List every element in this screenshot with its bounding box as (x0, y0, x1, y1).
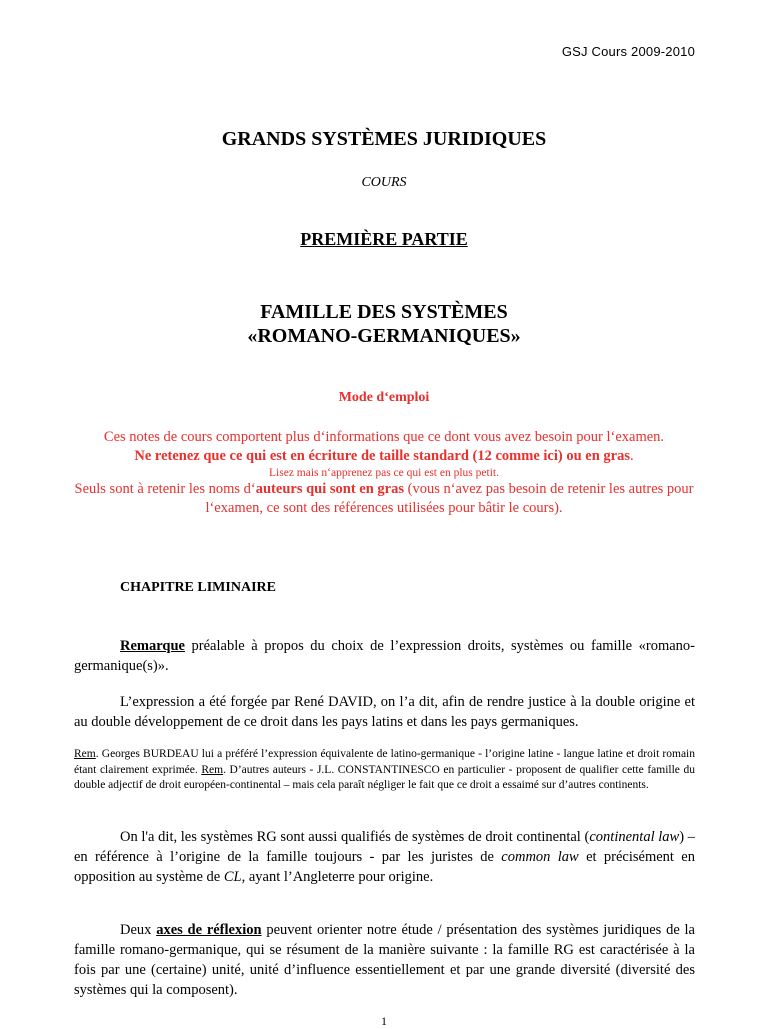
p4-part-a: On l'a dit, les systèmes RG sont aussi qualifiés de systèmes de droit continental ( (120, 829, 590, 845)
mode-emploi-heading: Mode d‘emploi (338, 390, 430, 405)
notes-line4-start: Seuls sont à retenir les noms d‘ (74, 481, 256, 497)
page-number: 1 (381, 1014, 387, 1028)
paragraph-rem-small (74, 747, 695, 794)
paragraph-expression: L’expression a été forgée par René DAVID, on l’a dit, afin de rendre justice à la double origine et au double développement de ce droit dans les pays latins et dans les pays germaniques. (74, 694, 695, 730)
main-title: GRANDS SYSTÈMES JURIDIQUES (221, 128, 547, 150)
remarque-word: Remarque (120, 638, 185, 654)
p4-italic-1: continental law (589, 829, 680, 845)
p4-part-d: , ayant l’Angleterre pour origine. (241, 869, 434, 885)
course-header: GSJ Cours 2009-2010 (561, 44, 695, 59)
mode-emploi-notes (60, 428, 708, 518)
paragraph-1-text: préalable à propos du choix de l’expression droits, systèmes ou famille «romano-germanique(s)». (74, 638, 695, 674)
family-title-line2: «ROMANO-GERMANIQUES» (247, 325, 521, 347)
notes-line2-bold: Ne retenez que ce qui est en écriture de taille standard (12 comme ici) ou en gras (134, 448, 630, 464)
notes-line4-end: (vous n‘avez pas besoin de retenir les autres pour l‘examen, ce sont des références utilisées pour bâtir le cours). (205, 481, 694, 516)
notes-line1: Ces notes de cours comportent plus d‘informations que ce dont vous avez besoin pour l‘examen. (103, 429, 665, 445)
chapter-title: CHAPITRE LIMINAIRE (120, 580, 276, 595)
family-title-line1: FAMILLE DES SYSTÈMES (260, 301, 508, 323)
rem-text-2: . D’autres auteurs - J.L. CONSTANTINESCO en particulier - proposent de qualifier cette famille du double adjectif de droit européen-continental – mais cela paraît négliger le fait que ce droit a essaimé sur d’autres continents. (74, 763, 695, 791)
p4-italic-2: common law (501, 849, 579, 865)
rem-text-1: . Georges BURDEAU lui a préféré l’expression équivalente de latino-germanique - l’origine latine - langue latine et droit romain étant clairement exprimée. (74, 748, 695, 776)
family-title (0, 300, 768, 348)
p4-part-c: et précisément en opposition au système de (74, 849, 695, 885)
subtitle: COURS (361, 175, 407, 190)
part-title: PREMIÈRE PARTIE (300, 229, 468, 249)
rem-label-1: Rem (74, 748, 96, 760)
notes-line4-bold: auteurs qui sont en gras (255, 481, 404, 497)
p4-part-b: ) – en référence à l’origine de la famille toujours - par les juristes de (74, 829, 695, 865)
p4-italic-3: CL (223, 869, 242, 885)
p5-bold: axes de réflexion (156, 922, 262, 938)
notes-line3-small: Lisez mais n‘apprenez pas ce qui est en plus petit. (269, 467, 499, 479)
paragraph-axes (74, 920, 695, 1000)
rem-label-2: Rem (201, 763, 224, 776)
p5-part-b: peuvent orienter notre étude / présentation des systèmes juridiques de la famille romano-germanique, qui se résument de la manière suivante : la famille RG est caractérisée à la fois par une (certaine) unité, unité d’influence essentiellement et par une grande diversité (diversité des systèmes qui la composent). (74, 922, 695, 998)
paragraph-continental (74, 827, 695, 887)
paragraph-remarque (74, 636, 695, 676)
notes-line2-end: . (629, 448, 634, 464)
p5-part-a: Deux (120, 922, 157, 938)
